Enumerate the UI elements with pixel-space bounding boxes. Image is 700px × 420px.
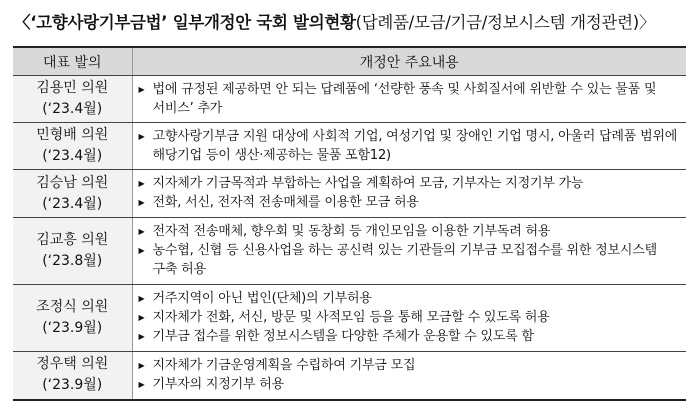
bill-proposal-table <box>13 46 686 401</box>
item-text: 전화, 서신, 전자적 전송매체를 이용한 모금 허용 <box>152 195 419 210</box>
item-text: 전자적 전송매체, 향우회 및 동창회 등 개인모임을 이용한 기부독려 허용 <box>152 224 551 239</box>
proposal-date: (‘23.8월) <box>42 253 103 269</box>
proposer-name: 조정식 의원 <box>36 299 109 315</box>
triangle-bullet-icon: ▶ <box>138 332 145 341</box>
contents-cell <box>132 218 686 285</box>
list-item <box>139 222 681 241</box>
proposer-name: 김교흥 의원 <box>36 232 109 248</box>
list-item <box>139 308 681 327</box>
representative-cell <box>13 76 132 123</box>
contents-cell <box>132 76 686 123</box>
triangle-bullet-icon: ▶ <box>138 380 145 389</box>
representative-cell <box>13 123 132 170</box>
list-item <box>139 80 681 118</box>
representative-cell <box>13 285 132 352</box>
item-text: 지자체가 기금운영계획을 수립하여 기부금 모집 <box>152 358 416 373</box>
triangle-bullet-icon: ▶ <box>138 179 145 188</box>
list-item <box>139 241 681 279</box>
proposer-name: 민형배 의원 <box>36 127 109 143</box>
item-text: 기부자의 지정기부 허용 <box>152 377 284 392</box>
item-text: 고향사랑기부금 지원 대상에 사회적 기업, 여성기업 및 장애인 기업 명시, 아울러 답례품 범위에 해당기업 등이 생산‧제공하는 물품 포함12) <box>152 129 678 163</box>
triangle-bullet-icon: ▶ <box>138 313 145 322</box>
list-item <box>139 174 681 193</box>
table-row <box>13 285 686 352</box>
proposal-date: (‘23.9월) <box>42 377 103 394</box>
triangle-bullet-icon: ▶ <box>138 227 145 236</box>
table-header-row <box>13 47 686 76</box>
proposal-date: (‘23.4월) <box>42 195 103 212</box>
proposal-date: (‘23.9월) <box>42 320 103 336</box>
triangle-bullet-icon: ▶ <box>138 361 145 370</box>
header-main-contents: 개정안 주요내용 <box>132 47 686 76</box>
title-subtitle: (답례품/모금/기금/정보시스템 개정관련)〉 <box>355 13 656 32</box>
contents-cell <box>132 123 686 170</box>
table-row <box>13 76 686 123</box>
triangle-bullet-icon: ▶ <box>138 294 145 303</box>
representative-cell <box>13 352 132 400</box>
item-text: 법에 규정된 제공하면 안 되는 답례품에 ‘선량한 풍속 및 사회질서에 위반할 수 있는 물품 및 서비스’ 추가 <box>152 82 657 116</box>
list-item <box>139 356 681 375</box>
contents-cell <box>132 352 686 400</box>
contents-cell <box>132 285 686 352</box>
list-item <box>139 193 681 212</box>
item-text: 기부금 접수를 위한 정보시스템을 다양한 주체가 운용할 수 있도록 함 <box>152 329 534 344</box>
proposer-name: 김승남 의원 <box>36 174 109 191</box>
header-representative: 대표 발의 <box>13 47 132 76</box>
proposal-date: (‘23.4월) <box>42 148 103 164</box>
item-text: 지자체가 전화, 서신, 방문 및 사적모임 등을 통해 모금할 수 있도록 허용 <box>152 310 550 325</box>
contents-cell <box>132 170 686 218</box>
triangle-bullet-icon: ▶ <box>138 246 145 255</box>
item-text: 거주지역이 아닌 법인(단체)의 기부허용 <box>152 291 372 306</box>
item-text: 지자체가 기금목적과 부합하는 사업을 계획하여 모금, 기부자는 지정기부 가능 <box>152 176 584 191</box>
representative-cell <box>13 218 132 285</box>
proposer-name: 김용민 의원 <box>36 80 109 96</box>
list-item <box>139 375 681 394</box>
list-item <box>139 289 681 308</box>
table-row <box>13 352 686 400</box>
document-title <box>14 8 694 38</box>
table-row <box>13 170 686 218</box>
item-text: 농수협, 신협 등 신용사업을 하는 공신력 있는 기관들의 기부금 모집접수를 위한 정보시스템 구축 허용 <box>152 243 657 277</box>
proposer-name: 정우택 의원 <box>36 356 109 373</box>
table-row <box>13 218 686 285</box>
list-item <box>139 127 681 165</box>
representative-cell <box>13 170 132 218</box>
triangle-bullet-icon: ▶ <box>138 132 145 141</box>
title-main: 〈‘고향사랑기부금법’ 일부개정안 국회 발의현황 <box>14 13 356 32</box>
list-item <box>139 327 681 346</box>
triangle-bullet-icon: ▶ <box>138 198 145 207</box>
proposal-date: (‘23.4월) <box>42 101 103 117</box>
table-row <box>13 123 686 170</box>
triangle-bullet-icon: ▶ <box>138 85 145 94</box>
